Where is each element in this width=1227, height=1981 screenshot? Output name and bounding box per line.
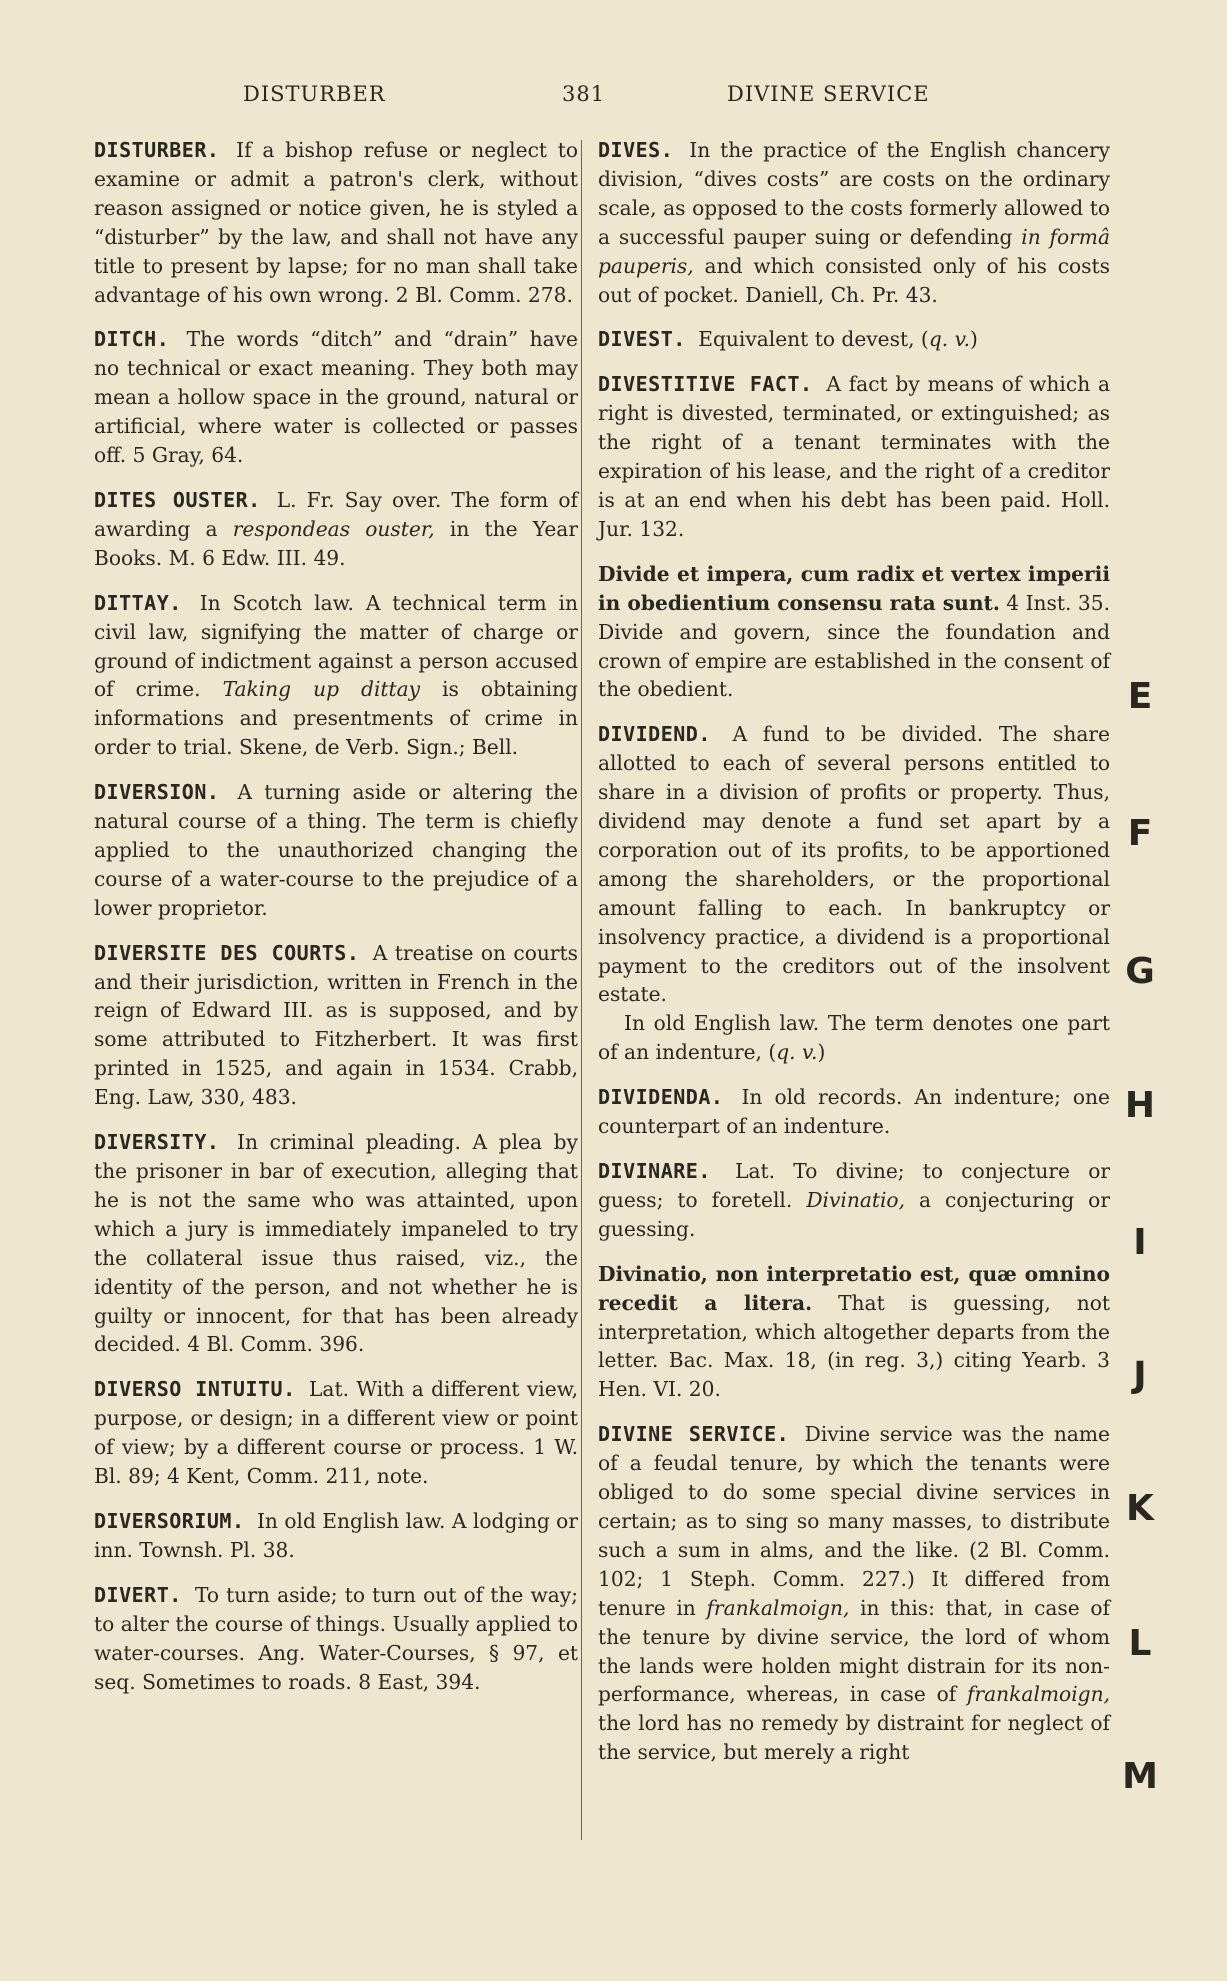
definition: If a bishop refuse or neglect to examine or admit a patron's clerk, without reason assigned or notice given, he is styled a “disturber” by the law, and shall not have any title to present by lapse; for no man shall take advantage of his own wrong. 2 Bl. Comm. 278. — [94, 138, 578, 307]
entry-divert — [94, 1581, 578, 1697]
definition-italic: Taking up dittay — [222, 677, 421, 702]
entry-diversorium — [94, 1507, 578, 1565]
entry-maxim-divide-et-impera — [598, 560, 1110, 705]
thumb-index-letter: J — [1133, 1355, 1147, 1396]
definition: A turning aside or altering the natural course of a thing. The term is chiefly applied to the unauthorized changing the course of a water-course to the prejudice of a lower proprietor. — [94, 780, 579, 920]
definition: in this: that, in case of the tenure by divine service, the lord of whom the lands were holden might distrain for its non-performance, whereas, in case of — [598, 1595, 1111, 1707]
headword: DIVERSITY. — [94, 1130, 220, 1155]
header-last-word: DIVINE SERVICE — [727, 82, 930, 106]
headword: DITES OUSTER. — [94, 487, 261, 512]
latin-maxim: Divide et impera, cum radix et vertex imperii in obedientium consensu rata sunt. — [598, 561, 1110, 615]
definition: A treatise on courts and their jurisdiction, written in French in the reign of Edward III. as is supposed, and by some attributed to Fitzherbert. It was first printed in 1525, and again in 1534. Crabb, Eng. Law, 330, 483. — [94, 940, 578, 1110]
definition: In old English law. The term denotes one part of an indenture, ( — [598, 1011, 1110, 1065]
definition-italic: in formâ pauperis, — [598, 224, 1110, 278]
right-column — [598, 136, 1110, 1783]
entry-dividenda — [598, 1083, 1110, 1141]
entry-dives — [598, 136, 1110, 309]
headword: DIVIDEND. — [598, 722, 711, 747]
headword: DIVES. — [598, 138, 674, 162]
headword: DITCH. — [94, 327, 170, 352]
thumb-index-letter: L — [1128, 1623, 1152, 1664]
definition: In Scotch law. A technical term in civil law, signifying the matter of charge or ground of indictment against a person accused of crime. — [94, 590, 578, 702]
column-divider — [581, 140, 582, 1840]
definition: and which consisted only of his costs out of pocket. Daniell, Ch. Pr. 43. — [598, 253, 1110, 307]
page-number: 381 — [562, 82, 606, 106]
definition: A fund to be divided. The share allotted to each of several persons entitled to share in a division of profits or property. Thus, dividend may denote a fund set apart by a corporation out of its profits, to be apportioned among the shareholders, or the proportional amount falling to each. In bankruptcy or insolvency practice, a dividend is a proportional payment to the creditors out of the insolvent estate. — [598, 722, 1110, 1007]
headword: DIVERSITE DES COURTS. — [94, 940, 360, 965]
entry-dites-ouster — [94, 486, 578, 573]
definition: Divine service was the name of a feudal tenure, by which the tenants were obliged to do some special divine services in certain; as to sing so many masses, to distribute such a sum in alms, and the like. (2 Bl. Comm. 102; 1 Steph. Comm. 227.) It differed from tenure in — [598, 1422, 1110, 1620]
definition: a conjecturing or guessing. — [598, 1187, 1110, 1241]
latin-maxim: Divinatio, non interpretatio est, quæ omnino recedit a litera. — [598, 1261, 1110, 1315]
entry-maxim-divinatio — [598, 1260, 1110, 1405]
definition: is obtaining informations and presentments of crime in order to trial. Skene, de Verb. Sign.; Bell. — [94, 677, 578, 760]
definition: The words “ditch” and “drain” have no technical or exact meaning. They both may mean a hollow space in the ground, natural or artificial, where water is collected or passes off. 5 Gray, 64. — [94, 327, 578, 468]
entry-disturber — [94, 136, 578, 309]
headword: DIVERT. — [94, 1582, 182, 1607]
definition-italic: respondeas ouster, — [232, 516, 435, 541]
definition: In old English law. A lodging or inn. Townsh. Pl. 38. — [94, 1508, 578, 1562]
definition: In criminal pleading. A plea by the prisoner in bar of execution, alleging that he is not the same who was attainted, upon which a jury is immediately impaneled to try the collateral issue thus raised, viz., the identity of the person, and not whether he is guilty or innocent, for that has been already decided. 4 Bl. Comm. 396. — [94, 1130, 578, 1357]
headword: DIVERSION. — [94, 780, 220, 805]
thumb-index-letter: G — [1125, 951, 1155, 992]
entry-dittay — [94, 589, 578, 762]
thumb-index-letter: F — [1127, 813, 1153, 854]
definition-italic: q. v. — [928, 327, 970, 352]
definition: That is guessing, not interpretation, which altogether departs from the letter. Bac. Max. 18, (in reg. 3,) citing Yearb. 3 Hen. VI. 20. — [598, 1290, 1110, 1402]
entry-divinare — [598, 1157, 1110, 1244]
headword: DIVESTITIVE FACT. — [598, 372, 813, 397]
definition-italic: frankalmoign, — [706, 1595, 850, 1620]
definition: Equivalent to devest, ( — [698, 327, 929, 352]
headword: DIVEST. — [598, 327, 686, 352]
definition: To turn aside; to turn out of the way; to alter the course of things. Usually applied to water-courses. Ang. Water-Courses, § 97, et seq. Sometimes to roads. 8 East, 394. — [94, 1582, 578, 1694]
headword: DIVIDENDA. — [598, 1085, 724, 1110]
entry-divest — [598, 325, 1110, 354]
running-head — [0, 82, 1227, 112]
definition: 4 Inst. 35. Divide and govern, since the foundation and crown of empire are established in the consent of the obedient. — [598, 590, 1110, 702]
header-first-word: DISTURBER — [243, 82, 386, 106]
entry-ditch — [94, 325, 578, 470]
thumb-index-letter: M — [1122, 1756, 1158, 1797]
entry-divine-service — [598, 1420, 1110, 1767]
left-column — [94, 136, 578, 1712]
definition: L. Fr. Say over. The form of awarding a — [94, 487, 578, 541]
definition: Lat. To divine; to conjecture or guess; to foretell. — [598, 1159, 1110, 1212]
thumb-index-letter: E — [1127, 676, 1153, 717]
entry-diverso-intuitu — [94, 1375, 578, 1491]
definition: Lat. With a different view, purpose, or design; in a different view or point of view; by a different course or process. 1 W. Bl. 89; 4 Kent, Comm. 211, note. — [94, 1377, 578, 1489]
definition: the lord has no remedy by distraint for neglect of the service, but merely a right — [598, 1711, 1110, 1765]
definition-italic: q. v. — [776, 1040, 818, 1065]
thumb-index-letter: H — [1124, 1085, 1156, 1126]
definition: ) — [970, 327, 978, 352]
headword: DISTURBER. — [94, 138, 220, 162]
headword: DIVERSORIUM. — [94, 1508, 245, 1533]
entry-divestitive-fact — [598, 370, 1110, 543]
headword: DIVERSO INTUITU. — [94, 1377, 296, 1402]
definition: ) — [817, 1040, 826, 1065]
entry-diversity — [94, 1128, 578, 1359]
definition-italic: frankalmoign, — [967, 1682, 1110, 1707]
thumb-index-letter: I — [1133, 1222, 1147, 1263]
headword: DIVINE SERVICE. — [598, 1422, 790, 1447]
definition: In the practice of the English chancery division, “dives costs” are costs on the ordinary scale, as opposed to the costs formerly allowed to a successful pauper suing or defending — [598, 138, 1110, 249]
definition: A fact by means of which a right is divested, terminated, or extinguished; as the right of a tenant terminates with the expiration of his lease, and the right of a creditor is at an end when his debt has been paid. Holl. Jur. 132. — [598, 372, 1111, 541]
entry-diversion — [94, 778, 578, 923]
thumb-index-letter: K — [1126, 1488, 1154, 1529]
definition-italic: Divinatio, — [806, 1187, 905, 1212]
definition: In old records. An indenture; one counterpart of an indenture. — [598, 1085, 1111, 1139]
entry-diversite-des-courts — [94, 939, 578, 1112]
definition: in the Year Books. M. 6 Edw. III. 49. — [94, 516, 578, 570]
headword: DIVINARE. — [598, 1159, 711, 1183]
headword: DITTAY. — [94, 590, 182, 615]
entry-dividend — [598, 720, 1110, 1067]
